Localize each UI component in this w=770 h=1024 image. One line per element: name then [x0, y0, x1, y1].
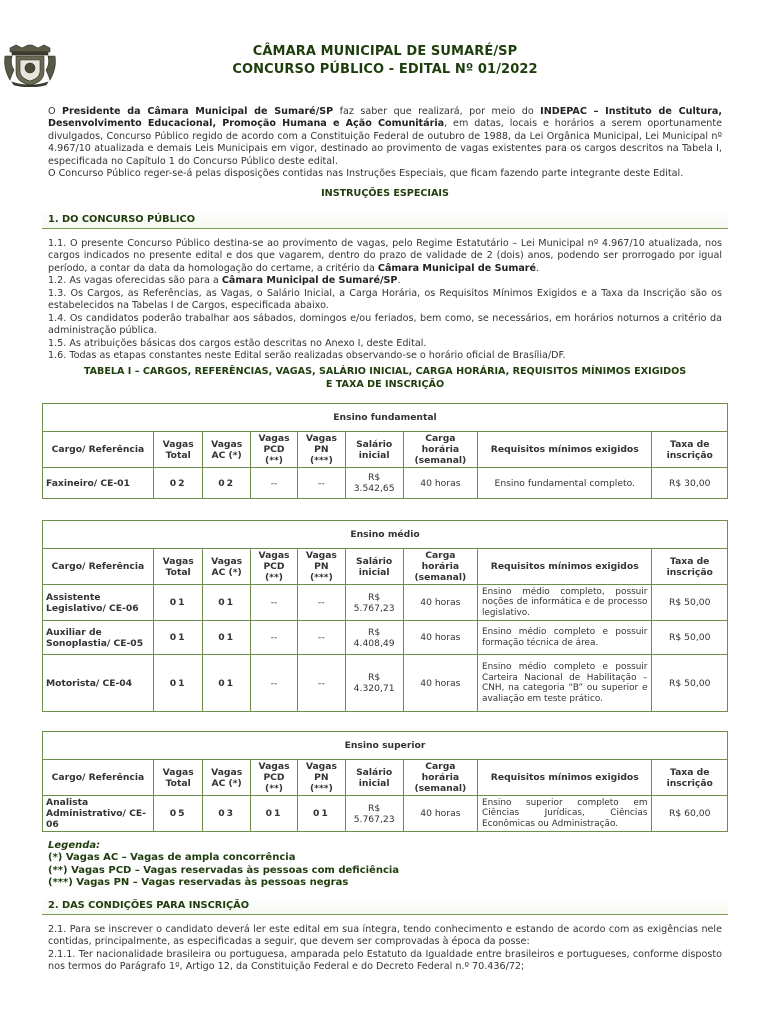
cell-carga: 40 horas — [403, 655, 477, 712]
cell-cargo: Analista Administrativo/ CE-06 — [43, 796, 154, 832]
col-carga: Carga horária (semanal) — [403, 549, 477, 585]
cell-ac: 01 — [203, 585, 250, 621]
cell-total: 05 — [153, 796, 203, 832]
col-salario: Salário inicial — [345, 432, 403, 468]
cell-taxa: R$ 50,00 — [652, 585, 728, 621]
legend-pcd: (**) Vagas PCD – Vagas reservadas às pessoas com deficiência — [48, 864, 400, 876]
table-row — [43, 796, 728, 832]
cell-pn: -- — [298, 621, 345, 655]
col-salario: Salário inicial — [345, 549, 403, 585]
item-2-1: 2.1. Para se inscrever o candidato deverá ler este edital em sua íntegra, tendo conhecimento e estando de acordo com as exigências nele contidas, principalmente, as especificadas a seguir, que devem ser comprovadas à época da posse: — [48, 924, 722, 948]
col-cargo: Cargo/ Referência — [43, 432, 154, 468]
col-requisitos: Requisitos mínimos exigidos — [478, 760, 652, 796]
legend — [48, 840, 399, 889]
col-vagas-pn: Vagas PN (***) — [298, 432, 345, 468]
cell-total: 01 — [153, 655, 203, 712]
cell-ac: 03 — [203, 796, 250, 832]
table-row — [43, 655, 728, 712]
table-row — [43, 621, 728, 655]
intro-indepac: INDEPAC – Instituto de Cultura, Desenvolvimento Educacional, Promoção Humana e Ação Comunitária — [48, 106, 722, 130]
cell-pn: -- — [298, 468, 345, 499]
section-1-body — [48, 238, 722, 363]
section-2-body — [48, 924, 722, 974]
intro-president: Presidente da Câmara Municipal de Sumaré/SP — [62, 106, 334, 117]
col-vagas-pcd: Vagas PCD (**) — [250, 549, 297, 585]
table-row — [43, 468, 728, 499]
col-taxa: Taxa de inscrição — [652, 432, 728, 468]
legend-title: Legenda: — [48, 840, 101, 851]
cell-pcd: -- — [250, 655, 297, 712]
item-1-2 — [48, 275, 722, 287]
item-1-3: 1.3. Os Cargos, as Referências, as Vagas, o Salário Inicial, a Carga Horária, os Requisitos Mínimos Exigidos e a Taxa da Inscrição são os estabelecidos na Tabelas I de Cargos, especificada abaixo. — [48, 287, 722, 312]
cell-taxa: R$ 50,00 — [652, 655, 728, 712]
cell-salario: R$ 4.320,71 — [345, 655, 403, 712]
cell-carga: 40 horas — [403, 468, 477, 499]
cell-requisitos: Ensino médio completo e possuir Carteira Nacional de Habilitação – CNH, na categoria “B” ou superior e avaliação em teste prático. — [478, 655, 652, 712]
item-1-5: 1.5. As atribuições básicas dos cargos estão descritas no Anexo I, deste Edital. — [48, 337, 427, 349]
intro-paragraph-2: O Concurso Público reger-se-á pelas disposições contidas nas Instruções Especiais, que ficam fazendo parte integrante deste Edital. — [48, 168, 684, 180]
col-carga: Carga horária (semanal) — [403, 432, 477, 468]
cell-carga: 40 horas — [403, 796, 477, 832]
item-1-6: 1.6. Todas as etapas constantes neste Edital serão realizadas observando-se o horário oficial de Brasília/DF. — [48, 350, 566, 362]
col-vagas-total: Vagas Total — [153, 432, 203, 468]
cell-salario: R$ 5.767,23 — [345, 796, 403, 832]
table-row — [43, 585, 728, 621]
tabela-1-title — [48, 366, 722, 391]
legend-ac: (*) Vagas AC – Vagas de ampla concorrência — [48, 852, 296, 864]
intro-text — [48, 106, 722, 181]
cell-carga: 40 horas — [403, 585, 477, 621]
cell-pn: -- — [298, 655, 345, 712]
cell-pcd: -- — [250, 585, 297, 621]
title-line-2: CONCURSO PÚBLICO - EDITAL Nº 01/2022 — [232, 62, 538, 77]
tabela-1-title-line-1: TABELA I – CARGOS, REFERÊNCIAS, VAGAS, SALÁRIO INICIAL, CARGA HORÁRIA, REQUISITOS MÍNIMOS EXIGIDOS — [83, 366, 687, 377]
col-requisitos: Requisitos mínimos exigidos — [478, 549, 652, 585]
col-vagas-pcd: Vagas PCD (**) — [250, 760, 297, 796]
cell-requisitos: Ensino médio completo e possuir formação técnica de área. — [478, 621, 652, 655]
col-vagas-ac: Vagas AC (*) — [203, 549, 250, 585]
cell-salario: R$ 3.542,65 — [345, 468, 403, 499]
item-1-2-end: . — [397, 275, 401, 287]
item-1-2-text: 1.2. As vagas oferecidas são para a — [48, 275, 222, 287]
col-salario: Salário inicial — [345, 760, 403, 796]
tabela-1-title-line-2: E TAXA DE INSCRIÇÃO — [325, 378, 445, 390]
cell-salario: R$ 5.767,23 — [345, 585, 403, 621]
cell-requisitos: Ensino fundamental completo. — [478, 468, 652, 499]
cell-cargo: Motorista/ CE-04 — [43, 655, 154, 712]
item-1-2-bold: Câmara Municipal de Sumaré/SP — [221, 275, 398, 287]
table-caption: Ensino médio — [43, 521, 728, 549]
cell-pcd: 01 — [250, 796, 297, 832]
cell-pn: -- — [298, 585, 345, 621]
col-cargo: Cargo/ Referência — [43, 549, 154, 585]
col-vagas-pcd: Vagas PCD (**) — [250, 432, 297, 468]
title-line-1: CÂMARA MUNICIPAL DE SUMARÉ/SP — [252, 44, 518, 59]
cell-taxa: R$ 30,00 — [652, 468, 728, 499]
section-1-heading: 1. DO CONCURSO PÚBLICO — [42, 210, 728, 229]
cell-salario: R$ 4.408,49 — [345, 621, 403, 655]
intro-paragraph-1 — [48, 106, 722, 168]
cell-ac: 01 — [203, 655, 250, 712]
legend-pn: (***) Vagas PN – Vagas reservadas às pessoas negras — [48, 876, 349, 888]
table-caption: Ensino superior — [43, 732, 728, 760]
cell-total: 01 — [153, 621, 203, 655]
intro-text-a: O — [48, 106, 62, 117]
document-title — [0, 43, 770, 79]
item-1-1 — [48, 238, 722, 275]
col-vagas-ac: Vagas AC (*) — [203, 432, 250, 468]
cell-requisitos: Ensino superior completo em Ciências Jurídicas, Ciências Econômicas ou Administração. — [478, 796, 652, 832]
cell-cargo: Auxiliar de Sonoplastia/ CE-05 — [43, 621, 154, 655]
cell-total: 02 — [153, 468, 203, 499]
col-carga: Carga horária (semanal) — [403, 760, 477, 796]
intro-text-c: faz saber que realizará, por meio do — [333, 106, 541, 117]
cell-cargo: Assistente Legislativo/ CE-06 — [43, 585, 154, 621]
section-2-heading: 2. DAS CONDIÇÕES PARA INSCRIÇÃO — [42, 896, 728, 915]
table-ensino-medio — [42, 520, 728, 712]
cell-taxa: R$ 50,00 — [652, 621, 728, 655]
col-taxa: Taxa de inscrição — [652, 549, 728, 585]
cell-pcd: -- — [250, 468, 297, 499]
col-cargo: Cargo/ Referência — [43, 760, 154, 796]
table-ensino-fundamental — [42, 403, 728, 499]
cell-pcd: -- — [250, 621, 297, 655]
cell-taxa: R$ 60,00 — [652, 796, 728, 832]
item-1-1-bold: Câmara Municipal de Sumaré — [377, 262, 537, 274]
col-vagas-total: Vagas Total — [153, 549, 203, 585]
cell-cargo: Faxineiro/ CE-01 — [43, 468, 154, 499]
col-vagas-pn: Vagas PN (***) — [298, 549, 345, 585]
col-requisitos: Requisitos mínimos exigidos — [478, 432, 652, 468]
item-1-1-text: 1.1. O presente Concurso Público destina-se ao provimento de vagas, pelo Regime Estatutário – Lei Municipal nº 4.967/10 atualizada, nos cargos indicados no presente edital e dos que vagarem, dentro do prazo de validade de 2 (dois) anos, podendo ser prorrogado por igual período, a contar da data da homologação do certame, a critério da — [48, 238, 722, 274]
cell-total: 01 — [153, 585, 203, 621]
col-vagas-ac: Vagas AC (*) — [203, 760, 250, 796]
intro-text-e: , em datas, locais e horários a serem oportunamente divulgados, Concurso Público regido de acordo com a Constituição Federal de outubro de 1988, da Lei Orgânica Municipal, Lei Municipal nº 4.967/10 atualizada e demais Leis Municipais em vigor, destinado ao provimento de vagas existentes para os cargos descritos na Tabela I, especificada no Capítulo 1 do Concurso Público deste edital. — [48, 118, 722, 167]
col-taxa: Taxa de inscrição — [652, 760, 728, 796]
table-ensino-superior — [42, 731, 728, 832]
item-1-4: 1.4. Os candidatos poderão trabalhar aos sábados, domingos e/ou feriados, bem como, se necessários, em horários noturnos a critério da administração pública. — [48, 312, 722, 337]
cell-ac: 02 — [203, 468, 250, 499]
item-2-1-1: 2.1.1. Ter nacionalidade brasileira ou portuguesa, amparada pelo Estatuto da Igualdade entre brasileiros e portugueses, conforme disposto nos termos do Parágrafo 1º, Artigo 12, da Constituição Federal e do Decreto Federal n.º 70.436/72; — [48, 948, 722, 973]
cell-ac: 01 — [203, 621, 250, 655]
cell-pn: 01 — [298, 796, 345, 832]
instrucoes-especiais-heading: INSTRUÇÕES ESPECIAIS — [321, 188, 449, 199]
col-vagas-total: Vagas Total — [153, 760, 203, 796]
table-caption: Ensino fundamental — [43, 404, 728, 432]
cell-requisitos: Ensino médio completo, possuir noções de informática e de processo legislativo. — [478, 585, 652, 621]
item-1-1-end: . — [536, 262, 540, 274]
col-vagas-pn: Vagas PN (***) — [298, 760, 345, 796]
cell-carga: 40 horas — [403, 621, 477, 655]
